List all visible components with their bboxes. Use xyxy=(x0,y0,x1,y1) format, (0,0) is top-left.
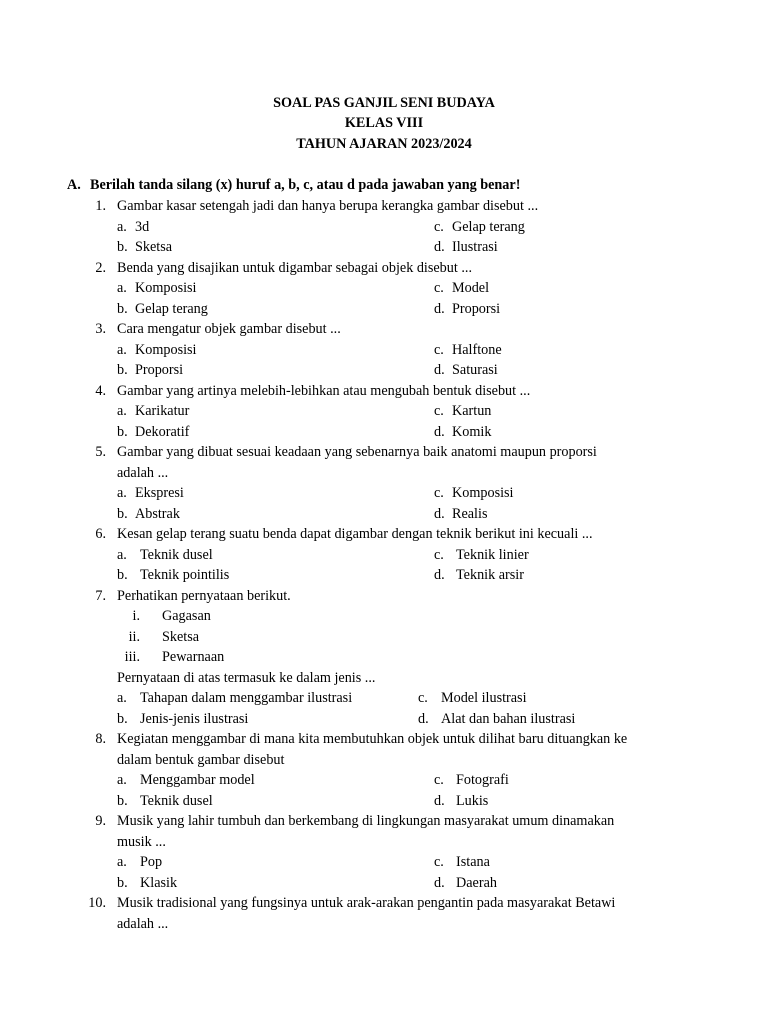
question-text: Cara mengatur objek gambar disebut ... xyxy=(117,321,341,337)
option-text: Tahapan dalam menggambar ilustrasi xyxy=(140,690,353,706)
option-letter: b. xyxy=(117,567,128,583)
option-letter: c. xyxy=(434,403,444,419)
option-text: Proporsi xyxy=(135,362,184,378)
option-letter: b. xyxy=(117,792,128,809)
question-number: 1. xyxy=(95,198,106,214)
question-text: Gambar kasar setengah jadi dan hanya berupa kerangka gambar disebut ... xyxy=(117,198,539,214)
option-letter: c. xyxy=(434,854,444,870)
option-text: Jenis-jenis ilustrasi xyxy=(140,710,249,727)
roman-numeral: ii. xyxy=(128,628,140,645)
question-text: musik ... xyxy=(117,833,166,850)
roman-item-text: Sketsa xyxy=(162,628,200,645)
option-letter: a. xyxy=(117,772,127,788)
option-letter: a. xyxy=(117,280,127,296)
roman-item-text: Pewarnaan xyxy=(162,649,225,665)
question-text: Kesan gelap terang suatu benda dapat digambar dengan teknik berikut ini kecuali ... xyxy=(117,526,593,542)
option-text: Komik xyxy=(452,423,492,440)
option-text: Teknik pointilis xyxy=(140,567,230,583)
question-number: 7. xyxy=(95,587,106,604)
option-text: Realis xyxy=(452,505,488,522)
option-letter: c. xyxy=(434,341,444,358)
option-text: Teknik linier xyxy=(456,546,529,563)
option-text: Karikatur xyxy=(135,403,190,419)
option-text: Daerah xyxy=(456,874,497,891)
option-text: Fotografi xyxy=(456,772,509,788)
option-letter: d. xyxy=(434,300,445,317)
option-text: Sketsa xyxy=(135,239,173,255)
option-letter: d. xyxy=(434,239,445,255)
question-number: 3. xyxy=(95,321,106,337)
option-letter: a. xyxy=(117,690,127,706)
doc-class: KELAS VIII xyxy=(344,115,424,131)
doc-title: SOAL PAS GANJIL SENI BUDAYA xyxy=(273,95,495,111)
question-number: 10. xyxy=(88,895,106,911)
option-letter: a. xyxy=(117,485,127,501)
question-number: 4. xyxy=(95,382,106,399)
question-text: Perhatikan pernyataan berikut. xyxy=(117,587,291,604)
doc-year: TAHUN AJARAN 2023/2024 xyxy=(296,136,472,152)
option-letter: a. xyxy=(117,341,127,358)
option-letter: d. xyxy=(418,710,429,727)
option-letter: b. xyxy=(117,874,128,891)
question-text: Kegiatan menggambar di mana kita membutuhkan objek untuk dilihat baru dituangkan ke xyxy=(117,731,628,747)
question-number: 6. xyxy=(95,526,106,542)
option-letter: c. xyxy=(434,772,444,788)
option-letter: d. xyxy=(434,792,445,809)
option-letter: d. xyxy=(434,567,445,583)
option-text: Pop xyxy=(140,854,163,870)
option-text: Model xyxy=(452,280,490,296)
option-text: Proporsi xyxy=(452,300,501,317)
question-text: Gambar yang dibuat sesuai keadaan yang sebenarnya baik anatomi maupun proporsi xyxy=(117,444,597,460)
option-text: Lukis xyxy=(456,792,489,809)
question-text: dalam bentuk gambar disebut xyxy=(117,751,285,768)
question-text: Gambar yang artinya melebih-lebihkan atau mengubah bentuk disebut ... xyxy=(117,382,531,399)
option-letter: c. xyxy=(434,280,444,296)
option-text: Teknik arsir xyxy=(456,567,524,583)
option-letter: a. xyxy=(117,403,127,419)
question-text: Pernyataan di atas termasuk ke dalam jenis ... xyxy=(117,669,376,686)
option-letter: c. xyxy=(434,485,444,501)
option-letter: d. xyxy=(434,423,445,440)
option-text: Istana xyxy=(456,854,490,870)
option-text: Halftone xyxy=(452,341,502,358)
option-letter: b. xyxy=(117,362,128,378)
option-letter: a. xyxy=(117,854,127,870)
option-letter: d. xyxy=(434,362,445,378)
option-text: Kartun xyxy=(452,403,492,419)
option-letter: b. xyxy=(117,300,128,317)
question-text: adalah ... xyxy=(117,915,169,932)
option-letter: d. xyxy=(434,874,445,891)
option-letter: c. xyxy=(418,690,428,706)
option-letter: b. xyxy=(117,423,128,440)
question-number: 2. xyxy=(95,259,106,276)
question-number: 9. xyxy=(95,813,106,829)
roman-numeral: iii. xyxy=(124,649,140,665)
option-text: Alat dan bahan ilustrasi xyxy=(441,710,576,727)
option-letter: d. xyxy=(434,505,445,522)
option-text: Model ilustrasi xyxy=(441,690,527,706)
option-text: Komposisi xyxy=(135,280,197,296)
option-text: 3d xyxy=(135,218,150,235)
section-a-label: A. xyxy=(67,177,81,193)
option-text: Ekspresi xyxy=(135,485,184,501)
option-letter: b. xyxy=(117,505,128,522)
option-text: Gelap terang xyxy=(452,218,525,235)
question-text: Musik tradisional yang fungsinya untuk arak-arakan pengantin pada masyarakat Betawi xyxy=(117,895,616,911)
option-text: Gelap terang xyxy=(135,300,208,317)
option-text: Komposisi xyxy=(452,485,514,501)
option-text: Klasik xyxy=(140,874,178,891)
section-a-instruction: Berilah tanda silang (x) huruf a, b, c, atau d pada jawaban yang benar! xyxy=(90,177,521,193)
option-text: Komposisi xyxy=(135,341,197,358)
option-letter: c. xyxy=(434,546,444,563)
option-text: Teknik dusel xyxy=(140,546,213,563)
roman-item-text: Gagasan xyxy=(162,608,211,624)
question-text: Musik yang lahir tumbuh dan berkembang di lingkungan masyarakat umum dinamakan xyxy=(117,813,615,829)
question-text: adalah ... xyxy=(117,464,169,481)
option-letter: b. xyxy=(117,239,128,255)
option-text: Menggambar model xyxy=(140,772,255,788)
roman-numeral: i. xyxy=(132,608,140,624)
option-letter: c. xyxy=(434,218,444,235)
question-number: 5. xyxy=(95,444,106,460)
option-text: Dekoratif xyxy=(135,423,190,440)
option-text: Teknik dusel xyxy=(140,792,213,809)
option-letter: b. xyxy=(117,710,128,727)
question-text: Benda yang disajikan untuk digambar sebagai objek disebut ... xyxy=(117,259,472,276)
option-text: Ilustrasi xyxy=(452,239,498,255)
option-text: Saturasi xyxy=(452,362,498,378)
option-letter: a. xyxy=(117,546,127,563)
option-text: Abstrak xyxy=(135,505,180,522)
question-number: 8. xyxy=(95,731,106,747)
option-letter: a. xyxy=(117,218,127,235)
